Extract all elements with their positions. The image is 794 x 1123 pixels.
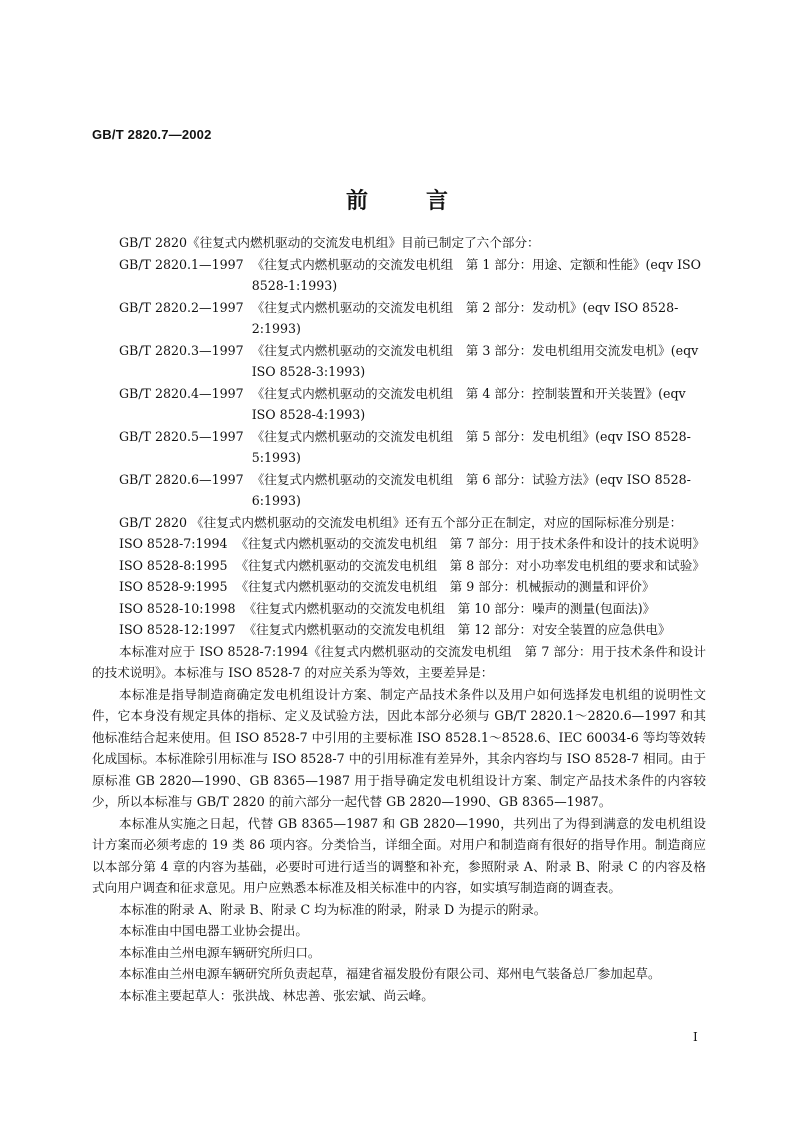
iso-code: ISO 8528-12:1997 — [119, 622, 236, 637]
part-code: GB/T 2820.2—1997 — [119, 299, 244, 315]
iso-title: 《往复式内燃机驱动的交流发电机组 第 10 部分：噪声的测量(包面法)》 — [243, 600, 656, 616]
differences-paragraph: 本标准是指导制造商确定发电机组设计方案、制定产品技术条件以及用户如何选择发电机组的说明性文件，它本身没有规定具体的指标、定义及试验方法，因此本部分必须与 GB/T 2820.1～2820.6—1997 和其他标准结合起来使用。但 ISO 8528-7 中引用的主要标准 ISO 8528.1～8528.6、IEC 60034-6 等均等效转化成国标。本标准除引用标准与 ISO 8528-7 中的引用标准有差异外，其余内容均与 ISO 8528-7 相同。由于原标准 GB 2820—1990、GB 8365—1987 用于指导确定发电机组设计方案、制定产品技术条件的内容较少，所以本标准与 GB/T 2820 的前六部分一起代替 GB 2820—1990、GB 8365—1987。 — [92, 686, 706, 809]
part-title: 《往复式内燃机驱动的交流发电机组 第 1 部分：用途、定额和性能》(eqv ISO 8528-1:1993) — [251, 256, 701, 293]
pending-intro-paragraph: GB/T 2820 《往复式内燃机驱动的交流发电机组》还有五个部分正在制定，对应的国际标准分别是： — [119, 514, 683, 530]
proposer-paragraph: 本标准由中国电器工业协会提出。 — [119, 923, 308, 938]
part-title: 《往复式内燃机驱动的交流发电机组 第 2 部分：发动机》(eqv ISO 8528-2:1993) — [251, 299, 679, 336]
iso-parts-list — [92, 533, 706, 641]
page-title: 前言 — [345, 188, 506, 214]
correspondence-paragraph: 本标准对应于 ISO 8528-7:1994《往复式内燃机驱动的交流发电机组 第 7 部分：用于技术条件和设计的技术说明》。本标准与 ISO 8528-7 的对应关系为等效，主要差异是： — [92, 643, 706, 680]
list-item — [119, 297, 706, 340]
part-title: 《往复式内燃机驱动的交流发电机组 第 3 部分：发电机组用交流发电机》(eqv ISO 8528-3:1993) — [251, 342, 699, 379]
list-item — [119, 555, 706, 577]
part-code: GB/T 2820.4—1997 — [119, 385, 244, 401]
iso-code: ISO 8528-9:1995 — [119, 579, 228, 594]
parts-list — [92, 254, 706, 512]
part-code: GB/T 2820.5—1997 — [119, 428, 244, 444]
list-item — [119, 340, 706, 383]
drafters-names-paragraph: 本标准主要起草人：张洪战、林忠善、张宏斌、尚云峰。 — [119, 987, 434, 1003]
standard-code: GB/T 2820.7—2002 — [92, 127, 212, 142]
iso-code: ISO 8528-7:1994 — [119, 536, 228, 551]
part-code: GB/T 2820.1—1997 — [119, 256, 244, 272]
list-item — [119, 254, 706, 297]
part-code: GB/T 2820.6—1997 — [119, 471, 244, 487]
foreword-body — [92, 232, 706, 1006]
list-item — [119, 598, 706, 620]
centralized-paragraph: 本标准由兰州电源车辆研究所归口。 — [119, 944, 321, 960]
iso-code: ISO 8528-10:1998 — [119, 600, 236, 616]
iso-title: 《往复式内燃机驱动的交流发电机组 第 7 部分：用于技术条件和设计的技术说明》 — [235, 536, 705, 551]
list-item — [119, 383, 706, 426]
iso-code: ISO 8528-8:1995 — [119, 557, 228, 573]
drafters-org-paragraph: 本标准由兰州电源车辆研究所负责起草，福建省福发股份有限公司、郑州电气装备总厂参加起草。 — [119, 966, 661, 981]
page-number: I — [693, 1030, 698, 1044]
list-item — [119, 426, 706, 469]
list-item — [119, 533, 706, 555]
part-code: GB/T 2820.3—1997 — [119, 342, 244, 358]
list-item — [119, 469, 706, 512]
iso-title: 《往复式内燃机驱动的交流发电机组 第 12 部分：对安全装置的应急供电》 — [243, 622, 671, 637]
list-item — [119, 619, 706, 641]
iso-title: 《往复式内燃机驱动的交流发电机组 第 8 部分：对小功率发电机组的要求和试验》 — [235, 557, 705, 573]
part-title: 《往复式内燃机驱动的交流发电机组 第 6 部分：试验方法》(eqv ISO 8528-6:1993) — [251, 471, 691, 508]
replacement-paragraph: 本标准从实施之日起，代替 GB 8365—1987 和 GB 2820—1990，共列出了为得到满意的发电机组设计方案而必须考虑的 19 类 86 项内容。分类恰当，详细全面。对用户和制造商有很好的指导作用。制造商应以本部分第 4 章的内容为基础，必要时可进行适当的调整和补充，参照附录 A、附录 B、附录 C 的内容及格式向用户调查和征求意见。用户应熟悉本标准及相关标准中的内容，如实填写制造商的调查表。 — [92, 815, 706, 895]
annex-paragraph: 本标准的附录 A、附录 B、附录 C 均为标准的附录，附录 D 为提示的附录。 — [119, 901, 547, 917]
list-item — [119, 576, 706, 598]
intro-paragraph: GB/T 2820《往复式内燃机驱动的交流发电机组》目前已制定了六个部分： — [119, 235, 540, 250]
iso-title: 《往复式内燃机驱动的交流发电机组 第 9 部分：机械振动的测量和评价》 — [235, 579, 655, 594]
part-title: 《往复式内燃机驱动的交流发电机组 第 4 部分：控制装置和开关装置》(eqv ISO 8528-4:1993) — [251, 385, 686, 422]
part-title: 《往复式内燃机驱动的交流发电机组 第 5 部分：发电机组》(eqv ISO 8528-5:1993) — [251, 428, 691, 465]
